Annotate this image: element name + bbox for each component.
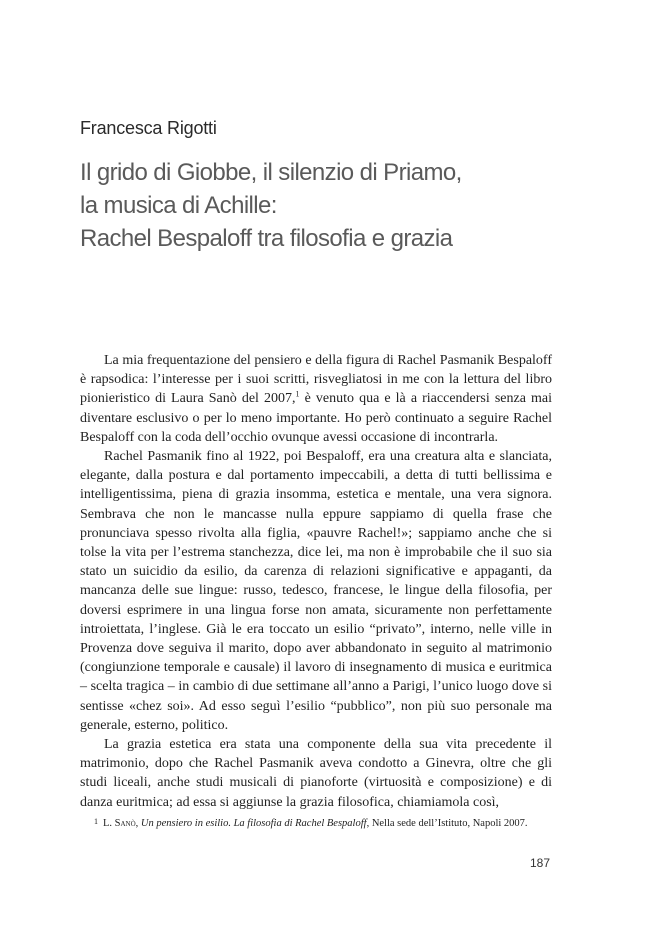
paragraph-1-text-a: La mia frequentazione del pensiero e della figura di Rachel Pasmanik Bespaloff è rapsodica: l’interesse per i suoi scritti, risvegliatosi in me con la lettura del libro pionieristico di Laura Sanò del 2007, [80, 353, 552, 407]
footnote-reference: 1 [295, 389, 300, 399]
footnote-work-title: Un pensiero in esilio. La filosofia di Rachel Bespaloff [140, 818, 367, 829]
title-line-3: Rachel Bespaloff tra filosofia e grazia [80, 225, 453, 252]
paragraph-3: La grazia estetica era stata una componente della sua vita precedente il matrimonio, dopo che Rachel Pasmanik aveva condotto a Ginevra, oltre che gli studi liceali, anche studi musicali di pianoforte (virtuosità e composizione) e di danza euritmica; ad essa si aggiunse la grazia filosofica, chiamiamola così, [80, 737, 552, 810]
footnote-author: L. Sanò [103, 818, 136, 829]
paragraph-1 [80, 351, 552, 447]
page-number: 187 [530, 856, 551, 870]
paragraph-2: Rachel Pasmanik fino al 1922, poi Bespaloff, era una creatura alta e slanciata, elegante, dalla postura e dal portamento impeccabili, a detta di tutti bellissima e intelligentissima, piena di grazia insomma, estetica e mentale, una vera signora. Sembrava che non le mancasse nulla eppure sappiamo di quella frase che pronunciava spesso rivolta alla figlia, «pauvre Rachel!»; sappiamo anche che si tolse la vita per l’estrema stanchezza, dice lei, ma non è improbabile che il suo sia stato un suicidio da esilio, da carenza di relazioni significative e appaganti, da mancanza delle sue lingue: russo, tedesco, francese, le lingue della filosofia, per doversi esprimere in una lingua forse non amata, sicuramente non perfettamente introiettata, l’inglese. Già le era toccato un esilio “privato”, interno, nelle ville in Provenza dove seguiva il marito, dopo aver abbandonato in seguito al matrimonio (congiunzione temporale e causale) il lavoro di insegnamento di musica e euritmica – scelta tragica – in cambio di due settimane all’anno a Parigi, l’unico luogo dove si sentisse «chez soi». Ad esso seguì l’esilio “pubblico”, non più suo personale ma generale, esterno, politico. [80, 449, 552, 733]
footnote-separator: , [135, 818, 141, 829]
title-line-1: Il grido di Giobbe, il silenzio di Priamo, [80, 159, 462, 186]
chapter-title [80, 156, 580, 255]
author-name: Francesca Rigotti [80, 118, 217, 138]
title-line-2: la musica di Achille: [80, 192, 277, 219]
paragraph-1-text-b: è venuto qua e là a riaccendersi senza mai diventare esclusivo o per lo meno importante. Ho però continuato a seguire Rachel Bespaloff con la coda dell’occhio ovunque avessi occasione di incontrarla. [80, 391, 552, 445]
footnote-mark: 1 [94, 817, 98, 826]
footnote-publisher: , Nella sede dell’Istituto, Napoli 2007. [366, 818, 528, 829]
footnote [94, 817, 573, 831]
body-text [80, 351, 552, 812]
